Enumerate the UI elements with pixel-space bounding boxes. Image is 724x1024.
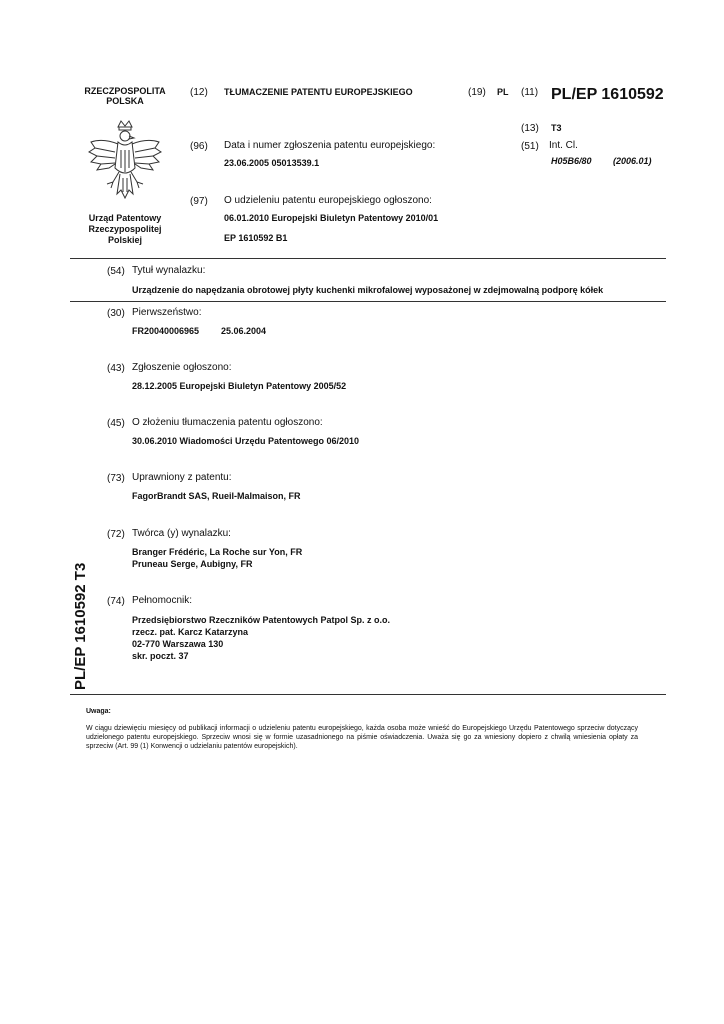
- office-line-3: Polskiej: [107, 235, 143, 245]
- grant-value-1: 06.01.2010 Europejski Biuletyn Patentowy 2010/01: [224, 213, 439, 223]
- code-13: (13): [521, 123, 539, 134]
- attorney-line-3: 02-770 Warszawa 130: [132, 639, 224, 649]
- code-72: (72): [107, 529, 125, 540]
- translation-value: 30.06.2010 Wiadomości Urzędu Patentowego 06/2010: [132, 436, 360, 446]
- code-73: (73): [107, 473, 125, 484]
- priority-number: FR20040006965: [132, 326, 200, 336]
- code-54: (54): [107, 266, 125, 277]
- priority-date: 25.06.2004: [221, 326, 267, 336]
- code-43: (43): [107, 363, 125, 374]
- country-line-1: RZECZPOSPOLITA: [84, 86, 166, 96]
- code-97: (97): [190, 196, 208, 207]
- side-patent-label: PL/EP 1610592 T3: [72, 562, 89, 690]
- office-line-1: Urząd Patentowy: [88, 213, 162, 223]
- code-12: (12): [190, 87, 208, 98]
- title-value: Urządzenie do napędzania obrotowej płyty kuchenki mikrofalowej wyposażonej w zdejmowalną podporę kółek: [132, 285, 604, 295]
- inventor-1: Branger Frédéric, La Roche sur Yon, FR: [132, 547, 303, 557]
- attorney-block: [132, 614, 390, 662]
- attorney-line-1: Przedsiębiorstwo Rzeczników Patentowych Patpol Sp. z o.o.: [132, 615, 391, 625]
- polish-eagle-emblem: [85, 118, 165, 206]
- code-96: (96): [190, 141, 208, 152]
- code-30: (30): [107, 308, 125, 319]
- inventors-label: Twórca (y) wynalazku:: [132, 528, 231, 539]
- kind-code: T3: [551, 123, 562, 133]
- inventor-2: Pruneau Serge, Aubigny, FR: [132, 559, 253, 569]
- document-type: TŁUMACZENIE PATENTU EUROPEJSKIEGO: [224, 87, 413, 97]
- grant-label: O udzieleniu patentu europejskiego ogłoszono:: [224, 195, 432, 206]
- publication-label: Zgłoszenie ogłoszono:: [132, 362, 232, 373]
- grant-value-2: EP 1610592 B1: [224, 233, 288, 243]
- country-line-2: POLSKA: [106, 96, 144, 106]
- code-51: (51): [521, 141, 539, 152]
- divider-title: [70, 301, 666, 302]
- code-45: (45): [107, 418, 125, 429]
- ipc-class: H05B6/80: [551, 156, 592, 166]
- country-name: [70, 86, 180, 106]
- code-74: (74): [107, 596, 125, 607]
- proprietor-label: Uprawniony z patentu:: [132, 472, 232, 483]
- office-line-2: Rzeczypospolitej: [88, 224, 162, 234]
- side-label-box: [68, 540, 96, 690]
- code-19: (19): [468, 87, 486, 98]
- filing-label: Data i numer zgłoszenia patentu europejskiego:: [224, 140, 436, 151]
- translation-label: O złożeniu tłumaczenia patentu ogłoszono:: [132, 417, 323, 428]
- country-code: PL: [497, 87, 509, 97]
- proprietor-value: FagorBrandt SAS, Rueil-Malmaison, FR: [132, 491, 301, 501]
- attorney-line-4: skr. poczt. 37: [132, 651, 189, 661]
- office-name: [70, 213, 180, 246]
- title-label: Tytuł wynalazku:: [132, 265, 206, 276]
- filing-value: 23.06.2005 05013539.1: [224, 158, 320, 168]
- patent-number: PL/EP 1610592: [551, 86, 664, 103]
- attorney-label: Pełnomocnik:: [132, 595, 193, 606]
- ipc-version: (2006.01): [613, 156, 652, 166]
- publication-value: 28.12.2005 Europejski Biuletyn Patentowy 2005/52: [132, 381, 347, 391]
- note-title: Uwaga:: [86, 708, 111, 715]
- divider-bottom: [70, 694, 666, 695]
- code-11: (11): [521, 87, 539, 98]
- intcl-label: Int. Cl.: [549, 140, 578, 151]
- note-text: W ciągu dziewięciu miesięcy od publikacji informacji o udzieleniu patentu europejskiego, każda osoba może wnieść do Europejskiego Urzędu Patentowego sprzeciw dotyczący udzielonego patentu europejskiego. Sprzeciw wnosi się w formie uzasadnionego na piśmie oświadczenia. Uważa się go za wniesiony dopiero z chwilą wniesienia opłaty za sprzeciw (Art. 99 (1) Konwencji o udzielaniu patentów europejskich).: [86, 725, 638, 750]
- priority-label: Pierwszeństwo:: [132, 307, 202, 318]
- attorney-line-2: rzecz. pat. Karcz Katarzyna: [132, 627, 249, 637]
- divider-top: [70, 258, 666, 259]
